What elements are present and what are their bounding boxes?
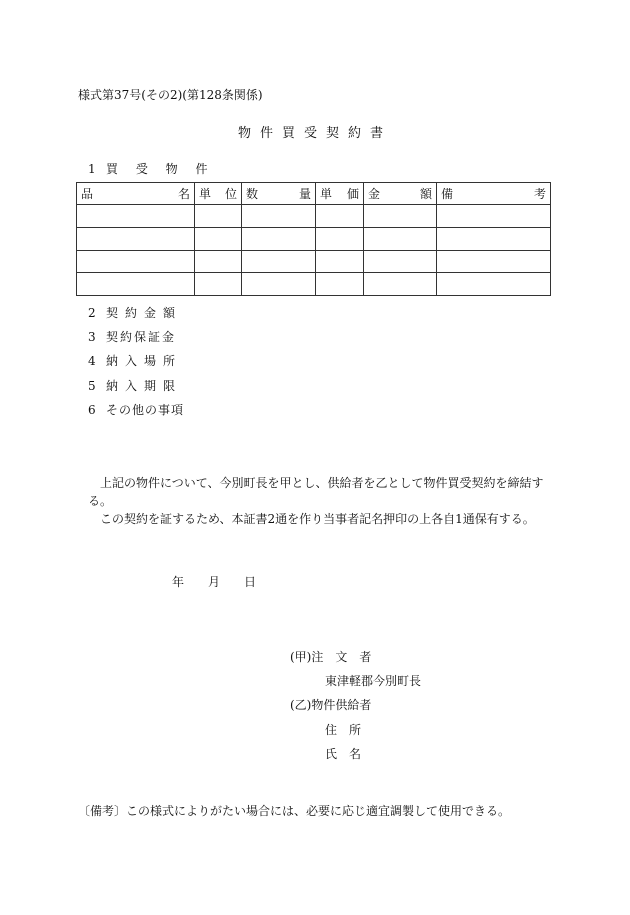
header-item-name: 品 名 xyxy=(77,183,195,205)
address-label: 住 所 xyxy=(325,723,362,737)
table-row xyxy=(77,250,551,273)
form-number: 様式第37号(その2)(第128条関係) xyxy=(78,88,263,102)
section-label: 納入場所 xyxy=(106,354,183,368)
section-label: 契約保証金 xyxy=(106,330,177,344)
section-number: 1 xyxy=(88,162,96,176)
table-row xyxy=(77,227,551,250)
table-row xyxy=(77,273,551,296)
section-2: 2 契約金額 xyxy=(88,306,183,320)
document-title: 物件買受契約書 xyxy=(237,126,392,141)
contract-body xyxy=(88,474,554,528)
section-5: 5 納入期限 xyxy=(88,379,183,393)
header-remarks: 備 考 xyxy=(437,183,551,205)
section-label: その他の事項 xyxy=(106,403,185,417)
party-otsu-label: (乙)物件供給者 xyxy=(290,698,372,712)
header-quantity: 数 量 xyxy=(242,183,316,205)
party-kou-name: 東津軽郡今別町長 xyxy=(325,674,422,688)
section-label: 契約金額 xyxy=(106,306,183,320)
header-unit-price: 単 価 xyxy=(316,183,364,205)
section-1 xyxy=(88,160,214,177)
items-table xyxy=(76,182,551,296)
header-unit: 単 位 xyxy=(195,183,242,205)
date-year: 年 xyxy=(172,575,185,589)
table-header-row xyxy=(77,183,551,205)
body-paragraph-2: この契約を証するため、本証書2通を作り当事者記名押印の上各自1通保有する。 xyxy=(100,512,535,526)
date-day: 日 xyxy=(244,575,257,589)
date-month: 月 xyxy=(208,575,221,589)
name-label: 氏 名 xyxy=(325,747,362,761)
section-label: 買 受 物 件 xyxy=(106,162,215,176)
body-paragraph-1: 上記の物件について、今別町長を甲とし、供給者を乙として物件買受契約を締結する。 xyxy=(88,476,544,508)
section-label: 納入期限 xyxy=(106,379,183,393)
header-amount: 金 額 xyxy=(364,183,437,205)
section-4: 4 納入場所 xyxy=(88,354,183,368)
section-6: 6 その他の事項 xyxy=(88,403,185,417)
party-kou-label: (甲)注 文 者 xyxy=(290,650,372,664)
table-row xyxy=(77,205,551,228)
section-3: 3 契約保証金 xyxy=(88,330,177,344)
remarks-note: 〔備考〕この様式によりがたい場合には、必要に応じ適宜調製して使用できる。 xyxy=(78,804,511,818)
